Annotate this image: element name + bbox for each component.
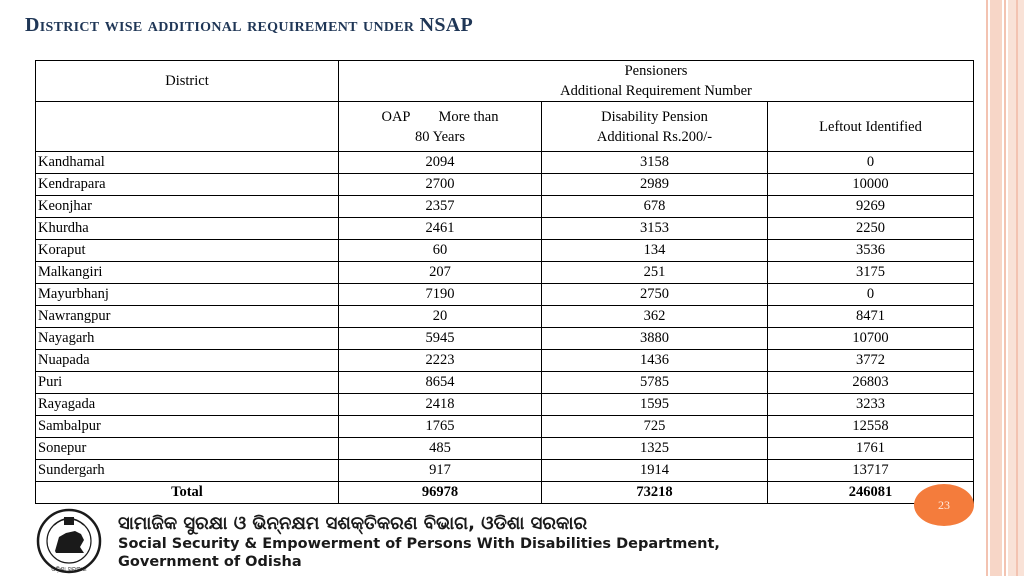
decor-stripe [1016, 0, 1018, 576]
cell-disability: 1436 [542, 350, 768, 372]
table-row [36, 218, 974, 240]
cell-leftout: 3233 [768, 394, 974, 416]
table-row [36, 350, 974, 372]
header-pensioners-group [339, 61, 974, 102]
odisha-emblem-icon [28, 507, 110, 575]
cell-district: Sonepur [36, 438, 339, 460]
cell-leftout: 12558 [768, 416, 974, 438]
decor-stripe [990, 0, 1002, 576]
table-row [36, 152, 974, 174]
header-empty-cell [36, 102, 339, 152]
cell-district: Malkangiri [36, 262, 339, 284]
cell-district: Mayurbhanj [36, 284, 339, 306]
cell-disability: 1325 [542, 438, 768, 460]
cell-disability: 725 [542, 416, 768, 438]
cell-leftout: 3536 [768, 240, 974, 262]
decor-stripe [986, 0, 988, 576]
cell-district: Nawrangpur [36, 306, 339, 328]
cell-district: Nuapada [36, 350, 339, 372]
header-group-line1: Pensioners [624, 63, 688, 79]
cell-leftout: 9269 [768, 196, 974, 218]
table-total-row [36, 482, 974, 504]
footer [0, 505, 980, 576]
cell-district: Khurdha [36, 218, 339, 240]
table-row [36, 262, 974, 284]
header-leftout [768, 102, 974, 152]
cell-oap: 20 [339, 306, 542, 328]
cell-district: Rayagada [36, 394, 339, 416]
cell-oap: 2357 [339, 196, 542, 218]
header-district-label: District [165, 73, 209, 89]
cell-oap: 485 [339, 438, 542, 460]
cell-oap: 2094 [339, 152, 542, 174]
cell-district: Sambalpur [36, 416, 339, 438]
table-row [36, 196, 974, 218]
cell-leftout: 26803 [768, 372, 974, 394]
total-disability: 73218 [542, 482, 768, 504]
cell-district: Puri [36, 372, 339, 394]
cell-leftout: 8471 [768, 306, 974, 328]
cell-oap: 207 [339, 262, 542, 284]
cell-disability: 251 [542, 262, 768, 284]
cell-district: Keonjhar [36, 196, 339, 218]
cell-leftout: 2250 [768, 218, 974, 240]
table-row [36, 372, 974, 394]
cell-district: Nayagarh [36, 328, 339, 350]
government-name: Government of Odisha [118, 554, 302, 570]
decor-stripe [1004, 0, 1006, 576]
cell-oap: 5945 [339, 328, 542, 350]
cell-leftout: 3772 [768, 350, 974, 372]
header-oap-a: OAP [381, 108, 411, 125]
cell-leftout: 10700 [768, 328, 974, 350]
cell-district: Kendrapara [36, 174, 339, 196]
cell-disability: 3153 [542, 218, 768, 240]
table-row [36, 460, 974, 482]
cell-district: Sundergarh [36, 460, 339, 482]
table-row [36, 284, 974, 306]
total-leftout: 246081 [768, 482, 974, 504]
header-disability [542, 102, 768, 152]
header-disability-b: Additional Rs.200/- [596, 128, 713, 145]
header-district [36, 61, 339, 102]
table-row [36, 416, 974, 438]
total-label: Total [36, 482, 339, 504]
cell-disability: 5785 [542, 372, 768, 394]
cell-oap: 60 [339, 240, 542, 262]
table-row [36, 306, 974, 328]
table-row [36, 394, 974, 416]
header-group-line2: Additional Requirement Number [560, 83, 752, 99]
department-name-english: Social Security & Empowerment of Persons With Disabilities Department, [118, 536, 720, 552]
nsap-table [35, 60, 974, 504]
cell-oap: 1765 [339, 416, 542, 438]
cell-disability: 3158 [542, 152, 768, 174]
cell-disability: 2750 [542, 284, 768, 306]
header-oap-b: More than [438, 108, 499, 125]
table-subheader-row [36, 102, 974, 152]
cell-disability: 362 [542, 306, 768, 328]
header-oap-c: 80 Years [415, 128, 465, 145]
total-oap: 96978 [339, 482, 542, 504]
cell-leftout: 13717 [768, 460, 974, 482]
cell-oap: 2223 [339, 350, 542, 372]
slide-number-badge: 23 [914, 484, 974, 526]
slide-title: District wise additional requirement under NSAP [25, 14, 474, 36]
cell-leftout: 10000 [768, 174, 974, 196]
department-name-odia: ସାମାଜିକ ସୁରକ୍ଷା ଓ ଭିନ୍ନକ୍ଷମ ସଶକ୍ତିକରଣ ବିଭାଗ, ଓଡିଶା ସରକାର [118, 513, 588, 534]
cell-district: Koraput [36, 240, 339, 262]
cell-leftout: 3175 [768, 262, 974, 284]
table-row [36, 438, 974, 460]
cell-leftout: 0 [768, 152, 974, 174]
cell-oap: 2418 [339, 394, 542, 416]
cell-leftout: 0 [768, 284, 974, 306]
cell-disability: 1914 [542, 460, 768, 482]
cell-disability: 2989 [542, 174, 768, 196]
table-row [36, 174, 974, 196]
header-leftout-label: Leftout Identified [819, 118, 922, 135]
cell-oap: 917 [339, 460, 542, 482]
table-row [36, 328, 974, 350]
table-row [36, 240, 974, 262]
cell-disability: 1595 [542, 394, 768, 416]
cell-oap: 8654 [339, 372, 542, 394]
cell-disability: 3880 [542, 328, 768, 350]
emblem-caption: ଓଡ଼ିଶା ସରକାର [51, 566, 87, 573]
cell-disability: 678 [542, 196, 768, 218]
cell-oap: 2700 [339, 174, 542, 196]
cell-oap: 2461 [339, 218, 542, 240]
cell-disability: 134 [542, 240, 768, 262]
cell-oap: 7190 [339, 284, 542, 306]
table-header-row [36, 61, 974, 102]
cell-leftout: 1761 [768, 438, 974, 460]
header-oap [339, 102, 542, 152]
cell-district: Kandhamal [36, 152, 339, 174]
header-disability-a: Disability Pension [601, 108, 708, 125]
